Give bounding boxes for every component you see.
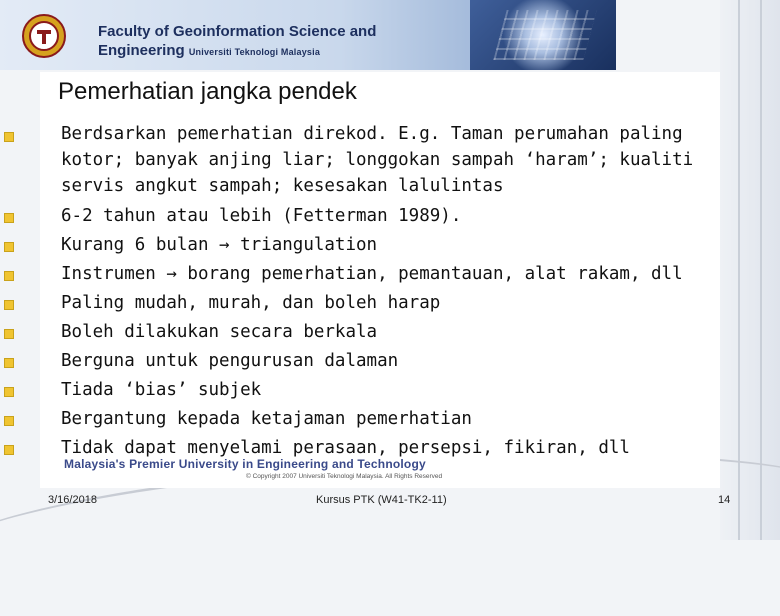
faculty-title [98,22,376,62]
bullet-text: Tidak dapat menyelami perasaan, persepsi, fikiran, dll [61,438,630,458]
bullet-text: 6-2 tahun atau lebih (Fetterman 1989). [61,206,462,226]
utm-logo-icon [22,14,66,58]
bullet-item [0,376,760,405]
bullet-marker [4,132,14,142]
page-number: 14 [718,494,731,506]
bullet-item [0,121,751,202]
bullet-item [0,405,760,434]
bullet-text: Paling mudah, murah, dan boleh harap [61,293,441,313]
bullet-marker [4,300,14,310]
bullet-text: Instrumen → borang pemerhatian, pemantauan, alat rakam, dll [61,264,683,284]
bullet-text: Tiada ‘bias’ subjek [61,380,262,400]
bullet-text: Boleh dilakukan secara berkala [61,322,378,342]
bullet-marker [4,213,14,223]
bullet-marker [4,242,14,252]
footer-course: Kursus PTK (W41-TK2-11) [316,494,447,506]
bullet-marker [4,329,14,339]
bullet-marker [4,387,14,397]
bullet-marker [4,358,14,368]
university-name: Universiti Teknologi Malaysia [188,47,321,57]
copyright-notice: © Copyright 2007 Universiti Teknologi Malaysia. All Rights Reserved [246,473,443,480]
faculty-title-line1: Faculty of Geoinformation Science and [98,23,377,40]
bullet-marker [4,445,14,455]
bullet-item [0,202,760,231]
slide-title: Pemerhatian jangka pendek [58,78,357,105]
bullet-text: Kurang 6 bulan → triangulation [61,235,378,255]
bullet-item [0,347,760,376]
bullet-item [0,289,760,318]
bullet-list [0,121,760,463]
bullet-text: Berdsarkan pemerhatian direkod. E.g. Taman perumahan paling kotor; banyak anjing liar; longgokan sampah ‘haram’; kualiti servis angkut sampah; kesesakan lalulintas [61,124,694,196]
footer-date: 3/16/2018 [48,494,97,506]
header-banner [0,0,616,70]
bullet-marker [4,416,14,426]
bullet-marker [4,271,14,281]
bullet-item [0,231,760,260]
bullet-item [0,260,760,289]
bullet-text: Bergantung kepada ketajaman pemerhatian [61,409,472,429]
circuit-chip-image [493,10,596,60]
university-tagline: Malaysia's Premier University in Engineering and Technology [64,457,426,471]
faculty-title-engineering: Engineering [98,42,185,59]
faculty-title-line2 [98,41,376,62]
bullet-text: Berguna untuk pengurusan dalaman [61,351,399,371]
bullet-item [0,318,760,347]
